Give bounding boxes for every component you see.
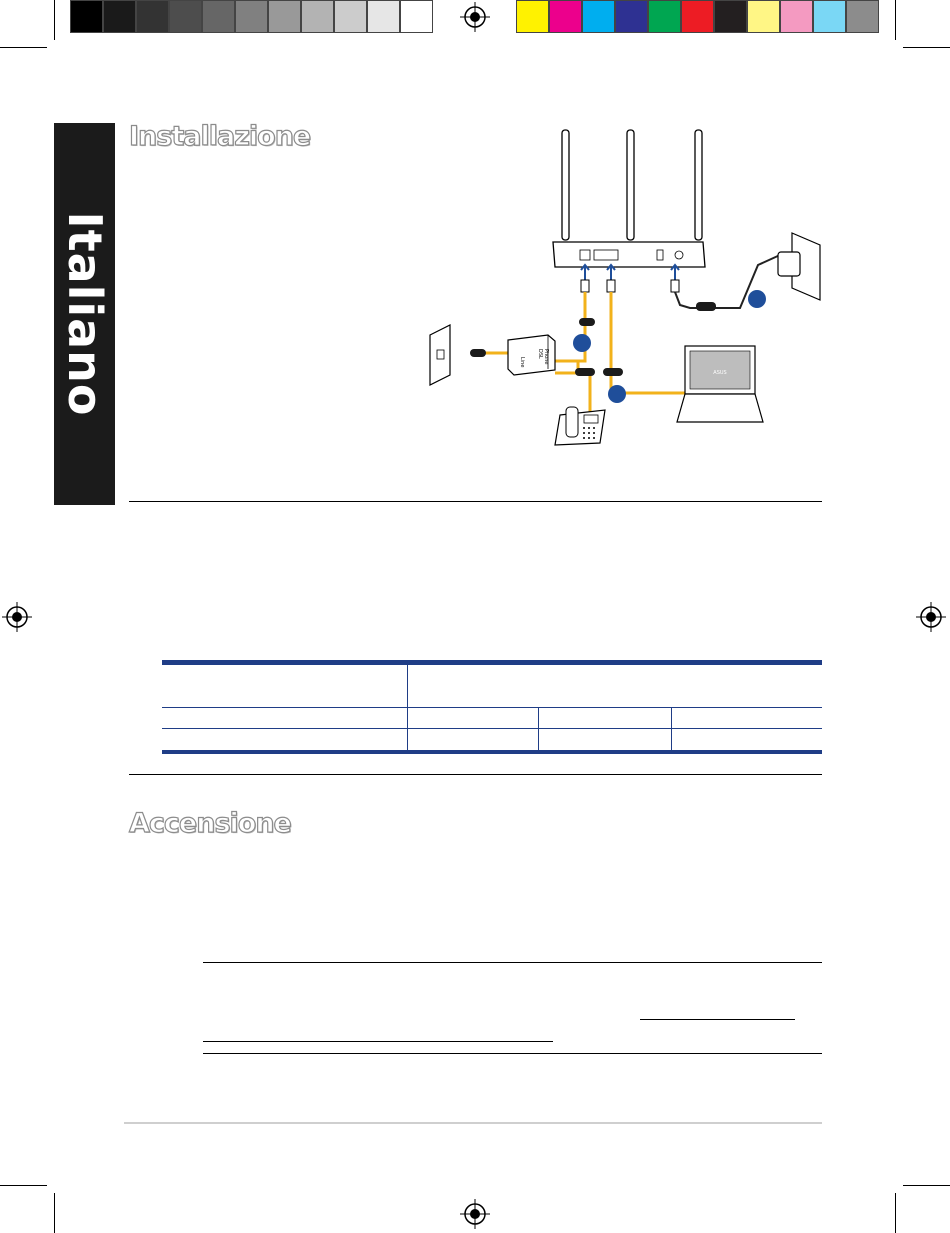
reset-button: [657, 250, 663, 260]
crop-mark: [54, 0, 55, 40]
color-swatch: [202, 0, 235, 33]
color-swatch: [516, 0, 549, 33]
color-swatch: [747, 0, 780, 33]
color-swatch: [549, 0, 582, 33]
callout-circle: [573, 334, 591, 352]
color-swatch: [648, 0, 681, 33]
crop-mark: [903, 1185, 950, 1186]
color-swatch: [301, 0, 334, 33]
link-underline: [203, 1041, 553, 1042]
link-underline: [640, 1019, 795, 1020]
footer-rule: [124, 1122, 822, 1124]
color-swatch: [582, 0, 615, 33]
color-swatch: [103, 0, 136, 33]
crop-mark: [903, 47, 950, 48]
crop-mark: [895, 1193, 896, 1233]
power-port: [675, 251, 683, 259]
table-row-divider: [162, 728, 822, 729]
note-bottom-rule: [203, 1053, 822, 1054]
power-adapter: [778, 252, 800, 276]
crop-mark: [0, 47, 47, 48]
note-top-rule: [203, 962, 822, 963]
color-swatch: [235, 0, 268, 33]
color-swatch: [334, 0, 367, 33]
section-divider: [129, 501, 822, 502]
installation-heading: Installazione: [129, 121, 311, 152]
antenna: [627, 130, 634, 240]
antenna: [562, 130, 569, 240]
color-swatch: [846, 0, 879, 33]
splitter-label: Line: [519, 357, 525, 368]
callout-circle: [608, 385, 626, 403]
table-column-divider: [538, 707, 539, 750]
splitter-label: DSL: [537, 349, 543, 359]
table-bottom-rule: [162, 750, 822, 754]
color-swatch: [400, 0, 433, 33]
power-on-heading: Accensione: [129, 808, 291, 839]
color-swatch: [714, 0, 747, 33]
table-top-rule: [162, 660, 822, 665]
antenna: [695, 130, 702, 240]
color-swatch: [268, 0, 301, 33]
table-column-divider: [407, 665, 408, 750]
color-swatch: [169, 0, 202, 33]
table-row-divider: [162, 707, 822, 708]
laptop-keyboard: [677, 394, 763, 422]
language-tab: [54, 123, 115, 505]
crop-mark: [54, 1193, 55, 1233]
callout-circle: [748, 290, 766, 308]
registration-mark-icon: [460, 1199, 490, 1229]
table-column-divider: [671, 707, 672, 750]
lan-cable: [611, 292, 685, 393]
section-divider: [129, 774, 822, 775]
lan-ports: [594, 250, 618, 260]
connection-diagram: [420, 125, 830, 455]
registration-mark-icon: [460, 2, 490, 32]
crop-mark: [895, 0, 896, 40]
color-swatch: [681, 0, 714, 33]
language-tab-label: Italiano: [57, 211, 112, 417]
color-swatch: [70, 0, 103, 33]
crop-mark: [0, 1185, 47, 1186]
splitter-label: Phone: [543, 349, 549, 365]
color-swatch: [136, 0, 169, 33]
color-swatch: [780, 0, 813, 33]
laptop-logo: ASUS: [713, 370, 727, 376]
registration-mark-icon: [2, 602, 32, 632]
registration-mark-icon: [916, 602, 946, 632]
wan-port: [580, 250, 590, 260]
color-swatch: [367, 0, 400, 33]
color-swatch: [813, 0, 846, 33]
color-swatch: [615, 0, 648, 33]
